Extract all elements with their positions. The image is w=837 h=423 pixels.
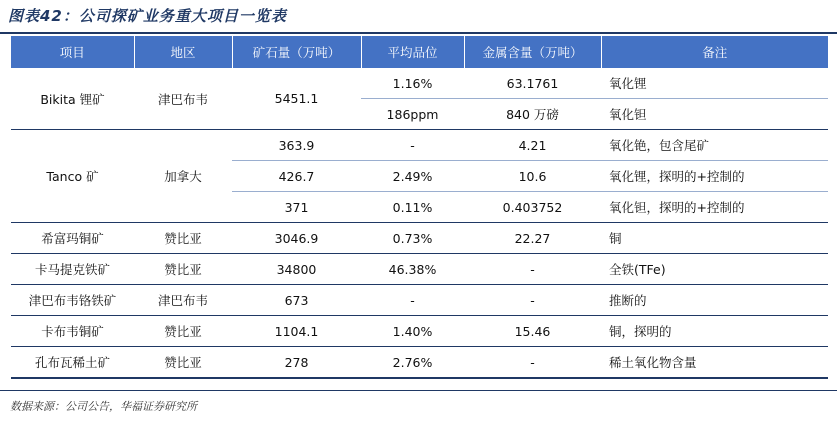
figure-title: 图表42：公司探矿业务重大项目一览表 (8, 7, 287, 25)
cell-project: Tanco 矿 (11, 130, 134, 223)
cell-ore: 278 (232, 347, 361, 379)
cell-region: 赞比亚 (134, 347, 232, 379)
cell-ore: 34800 (232, 254, 361, 285)
cell-metal: 10.6 (464, 161, 601, 192)
cell-region: 津巴布韦 (134, 285, 232, 316)
cell-grade: 0.73% (361, 223, 464, 254)
cell-note: 铜，探明的 (601, 316, 828, 347)
cell-grade: - (361, 130, 464, 161)
cell-metal: 22.27 (464, 223, 601, 254)
cell-note: 氧化钽 (601, 99, 828, 130)
header-grade: 平均品位 (361, 36, 464, 68)
cell-note: 氧化锂 (601, 68, 828, 99)
cell-grade: 2.76% (361, 347, 464, 379)
header-note: 备注 (601, 36, 828, 68)
cell-note: 氧化钽，探明的+控制的 (601, 192, 828, 223)
cell-grade: - (361, 285, 464, 316)
cell-project: 孔布瓦稀土矿 (11, 347, 134, 379)
cell-grade: 186ppm (361, 99, 464, 130)
cell-ore: 371 (232, 192, 361, 223)
cell-grade: 1.16% (361, 68, 464, 99)
cell-grade: 46.38% (361, 254, 464, 285)
cell-note: 全铁(TFe) (601, 254, 828, 285)
cell-project: 希富玛铜矿 (11, 223, 134, 254)
cell-grade: 0.11% (361, 192, 464, 223)
header-region: 地区 (134, 36, 232, 68)
cell-region: 赞比亚 (134, 254, 232, 285)
header-row (11, 36, 828, 68)
cell-region: 赞比亚 (134, 316, 232, 347)
cell-ore: 363.9 (232, 130, 361, 161)
cell-note: 推断的 (601, 285, 828, 316)
table-row (11, 285, 828, 316)
table-row (11, 316, 828, 347)
cell-metal: 15.46 (464, 316, 601, 347)
cell-metal: 4.21 (464, 130, 601, 161)
cell-ore: 673 (232, 285, 361, 316)
header-project: 项目 (11, 36, 134, 68)
cell-project: 卡布韦铜矿 (11, 316, 134, 347)
table-row (11, 347, 828, 379)
header-ore: 矿石量（万吨） (232, 36, 361, 68)
cell-ore: 3046.9 (232, 223, 361, 254)
cell-project: Bikita 锂矿 (11, 68, 134, 130)
header-metal: 金属含量（万吨） (464, 36, 601, 68)
source-note: 数据来源：公司公告，华福证券研究所 (10, 400, 197, 413)
table-row (11, 68, 828, 99)
cell-note: 氧化锂，探明的+控制的 (601, 161, 828, 192)
cell-note: 铜 (601, 223, 828, 254)
cell-metal: 0.403752 (464, 192, 601, 223)
table-row (11, 254, 828, 285)
cell-region: 赞比亚 (134, 223, 232, 254)
cell-metal: - (464, 254, 601, 285)
table-row (11, 223, 828, 254)
cell-note: 氧化铯，包含尾矿 (601, 130, 828, 161)
cell-metal: 840 万磅 (464, 99, 601, 130)
cell-ore: 1104.1 (232, 316, 361, 347)
cell-grade: 1.40% (361, 316, 464, 347)
cell-metal: - (464, 285, 601, 316)
title-rule (0, 32, 837, 34)
cell-project: 卡马提克铁矿 (11, 254, 134, 285)
bottom-rule (0, 390, 837, 391)
cell-region: 津巴布韦 (134, 68, 232, 130)
cell-metal: 63.1761 (464, 68, 601, 99)
cell-metal: - (464, 347, 601, 379)
cell-project: 津巴布韦铬铁矿 (11, 285, 134, 316)
cell-region: 加拿大 (134, 130, 232, 223)
cell-note: 稀土氧化物含量 (601, 347, 828, 379)
table-row (11, 130, 828, 161)
cell-grade: 2.49% (361, 161, 464, 192)
cell-ore: 5451.1 (232, 68, 361, 130)
cell-ore: 426.7 (232, 161, 361, 192)
project-table (11, 36, 828, 379)
